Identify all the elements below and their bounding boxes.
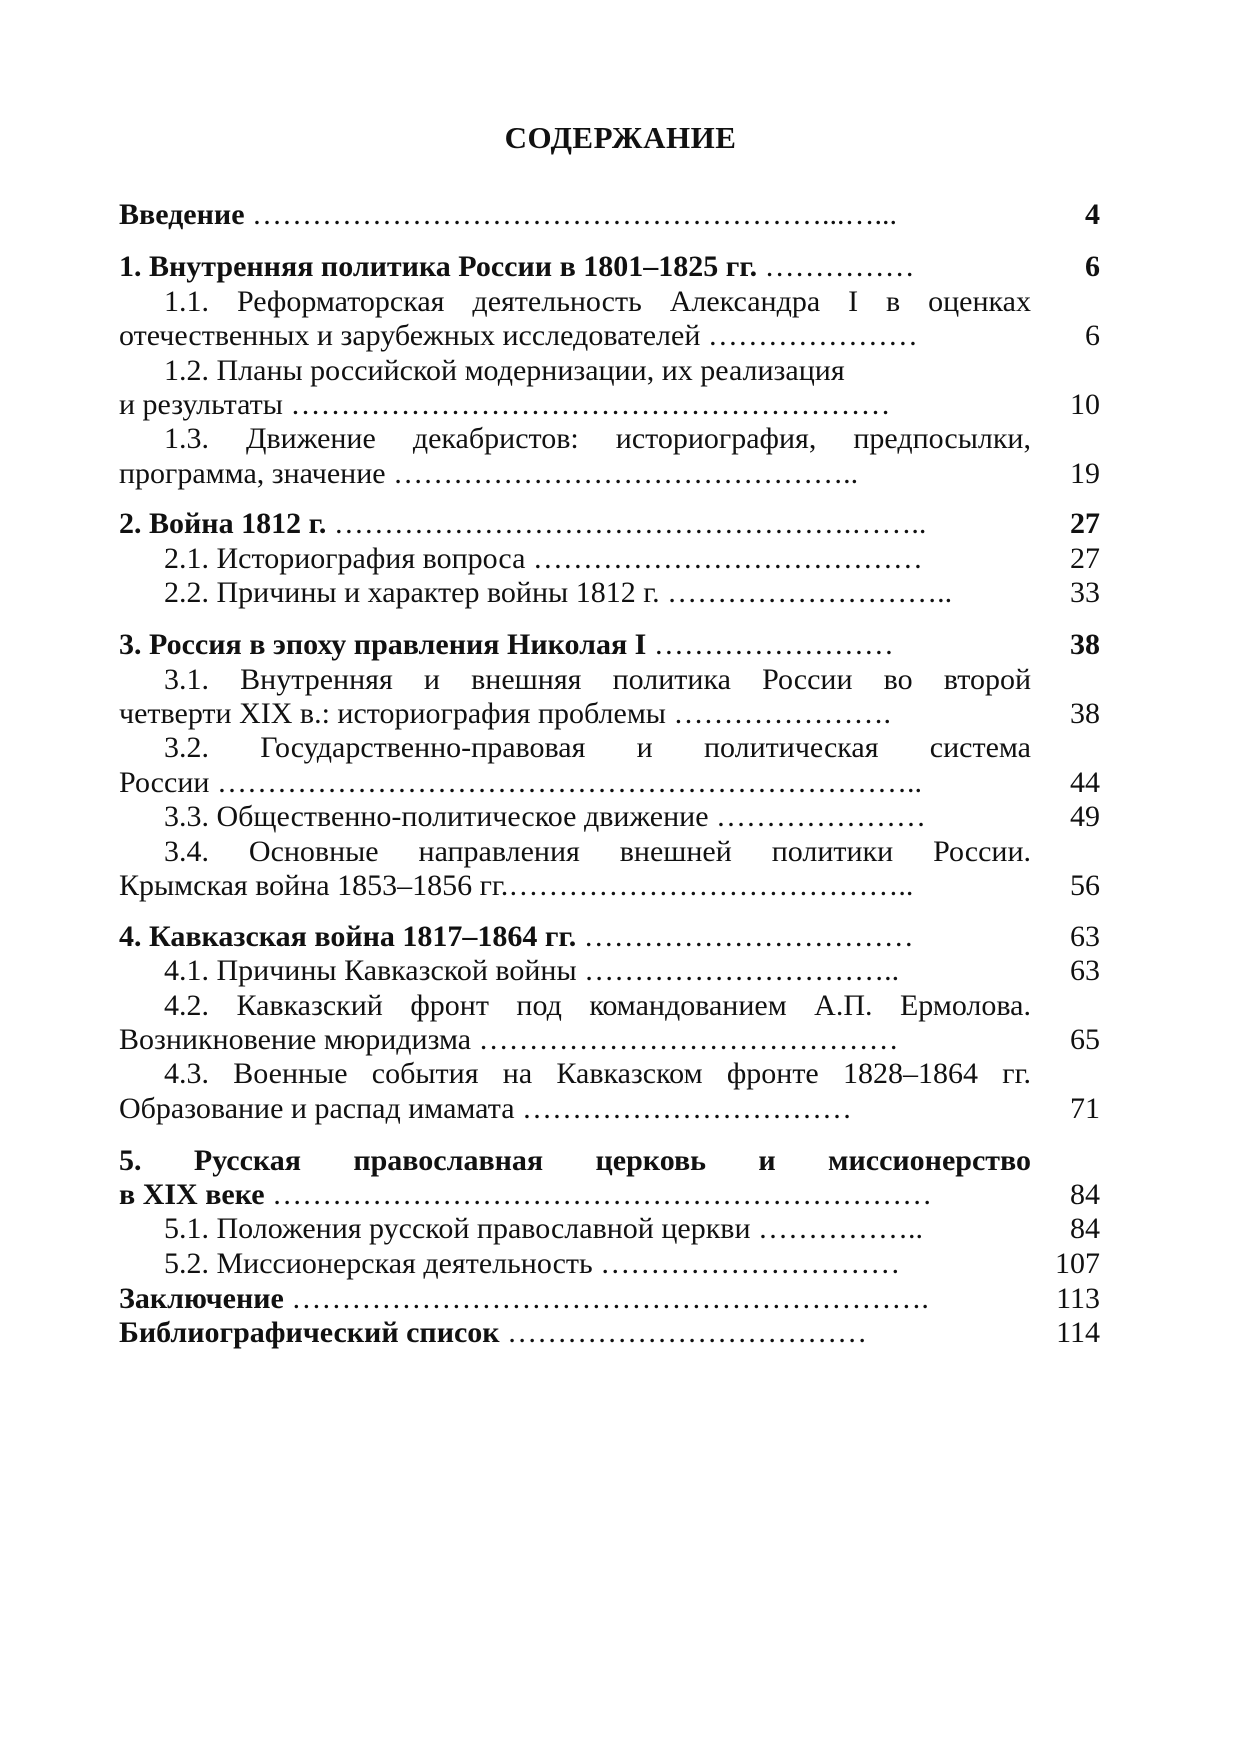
toc-page-number: 10 bbox=[1070, 388, 1100, 421]
toc-page-number: 56 bbox=[1070, 869, 1100, 902]
toc-entry-title: Заключение bbox=[119, 1282, 284, 1315]
toc-leader-dots: …………….. bbox=[750, 1212, 924, 1245]
toc-leader-dots: ………………………………….. bbox=[508, 869, 914, 902]
toc-leader-dots: ………………………………………………………. bbox=[283, 1282, 929, 1315]
toc-entry bbox=[119, 1021, 1031, 1059]
toc-leader-dots: ………………………… bbox=[592, 1247, 901, 1280]
toc-leader-dots: ……………………….. bbox=[659, 576, 953, 609]
toc-entry-title: 3.1. Внутренняя и внешняя политика России во второй bbox=[164, 663, 1031, 696]
toc-page-number: 38 bbox=[1070, 628, 1100, 661]
toc-leader-dots: …………………………………………………………….. bbox=[209, 766, 922, 799]
toc-entry-continued bbox=[119, 352, 1031, 390]
toc-leader-dots: ……………………………… bbox=[499, 1316, 868, 1349]
toc-page-number: 84 bbox=[1070, 1212, 1100, 1245]
toc-entry-title: и результаты bbox=[119, 388, 283, 421]
toc-entry-title: 4.3. Военные события на Кавказском фронте 1828–1864 гг. bbox=[164, 1057, 1031, 1090]
toc-entry bbox=[119, 695, 1031, 733]
toc-page-number: 4 bbox=[1085, 198, 1100, 231]
toc-entry bbox=[119, 540, 1031, 578]
toc-entry-title: отечественных и зарубежных исследователей bbox=[119, 319, 701, 352]
toc-entry-title: 5. Русская православная церковь и миссионерство bbox=[119, 1144, 1031, 1177]
toc-entry-continued bbox=[119, 1055, 1031, 1093]
toc-entry-title: 2.1. Историография вопроса bbox=[164, 542, 526, 575]
toc-entry-title: 1. Внутренняя политика России в 1801–1825 гг. bbox=[119, 250, 758, 283]
toc-page-number: 113 bbox=[1056, 1282, 1100, 1315]
toc-page-number: 19 bbox=[1070, 457, 1100, 490]
toc-page-number: 33 bbox=[1070, 576, 1100, 609]
toc-leader-dots: …………………………………………………...…... bbox=[244, 198, 898, 231]
toc-leader-dots: …………………………………………………… bbox=[282, 388, 891, 421]
toc-leader-dots: …………………………… bbox=[514, 1092, 853, 1125]
toc-entry bbox=[119, 1245, 1031, 1283]
toc-entry-title: 1.1. Реформаторская деятельность Александра I в оценках bbox=[164, 285, 1031, 318]
toc-entry-title: 1.2. Планы российской модернизации, их реализация bbox=[164, 354, 845, 387]
toc-leader-dots: …………………………… bbox=[576, 920, 914, 953]
toc-entry-title: 3. Россия в эпоху правления Николая I bbox=[119, 628, 647, 661]
toc-entry bbox=[119, 867, 1031, 905]
toc-leader-dots: …………………………………………….…….. bbox=[326, 507, 927, 540]
toc-leader-dots: …………… bbox=[757, 250, 915, 283]
toc-entry bbox=[119, 1280, 1031, 1318]
toc-page-number: 38 bbox=[1070, 697, 1100, 730]
toc-entry bbox=[119, 455, 1031, 493]
toc-entry-title: в XIX веке bbox=[119, 1178, 265, 1211]
toc-leader-dots: …………………. bbox=[665, 697, 891, 730]
toc-entry-title: 2.2. Причины и характер войны 1812 г. bbox=[164, 576, 660, 609]
toc-entry bbox=[119, 798, 1031, 836]
toc-entry-continued bbox=[119, 283, 1031, 321]
toc-entry-continued bbox=[119, 420, 1031, 458]
toc-leader-dots: ………………… bbox=[700, 319, 918, 352]
toc-entry-continued bbox=[119, 1142, 1031, 1180]
toc-entry bbox=[119, 626, 1031, 664]
toc-entry-title: Образование и распад имамата bbox=[119, 1092, 515, 1125]
toc-entry-title: Возникновение мюридизма bbox=[119, 1023, 472, 1056]
toc-entry bbox=[119, 1314, 1031, 1352]
toc-entry-title: 1.3. Движение декабристов: историография, предпосылки, bbox=[164, 422, 1031, 455]
toc-entry bbox=[119, 505, 1031, 543]
toc-leader-dots: ………………………………………………………… bbox=[264, 1178, 933, 1211]
toc-entry-title: 4.2. Кавказский фронт под командованием А.П. Ермолова. bbox=[164, 989, 1031, 1022]
toc-entry-title: 5.2. Миссионерская деятельность bbox=[164, 1247, 593, 1280]
toc-entry bbox=[119, 317, 1031, 355]
toc-page-number: 27 bbox=[1070, 507, 1100, 540]
toc-entry-title: четверти XIX в.: историография проблемы bbox=[119, 697, 666, 730]
toc-entry-title: России bbox=[119, 766, 210, 799]
toc-entry-title: Введение bbox=[119, 198, 245, 231]
toc-page-number: 63 bbox=[1070, 920, 1100, 953]
toc-leader-dots: …………………… bbox=[646, 628, 894, 661]
toc-entry-title: 3.4. Основные направления внешней политики России. bbox=[164, 835, 1031, 868]
toc-entry bbox=[119, 918, 1031, 956]
toc-entry bbox=[119, 952, 1031, 990]
toc-entry-title: 5.1. Положения русской православной церкви bbox=[164, 1212, 751, 1245]
toc-page-number: 63 bbox=[1070, 954, 1100, 987]
toc-entry bbox=[119, 248, 1031, 286]
toc-page-number: 6 bbox=[1085, 319, 1100, 352]
toc-entry bbox=[119, 574, 1031, 612]
toc-entry-continued bbox=[119, 661, 1031, 699]
toc-entry bbox=[119, 764, 1031, 802]
page-title: СОДЕРЖАНИЕ bbox=[504, 120, 737, 155]
toc-leader-dots: ……………………………………….. bbox=[385, 457, 859, 490]
toc-entry-title: 3.3. Общественно-политическое движение bbox=[164, 800, 709, 833]
toc-page-number: 71 bbox=[1070, 1092, 1100, 1125]
toc-entry-title: 2. Война 1812 г. bbox=[119, 507, 327, 540]
toc-entry-title: 3.2. Государственно-правовая и политическая система bbox=[164, 731, 1031, 764]
toc-entry-title: Библиографический список bbox=[119, 1316, 500, 1349]
toc-entry-title: 4.1. Причины Кавказской войны bbox=[164, 954, 577, 987]
toc-page-number: 49 bbox=[1070, 800, 1100, 833]
toc-leader-dots: ………………… bbox=[708, 800, 927, 833]
toc-leader-dots: …………………………………… bbox=[471, 1023, 899, 1056]
toc-page-number: 84 bbox=[1070, 1178, 1100, 1211]
toc-entry bbox=[119, 1210, 1031, 1248]
toc-page-number: 27 bbox=[1070, 542, 1100, 575]
toc-entry-continued bbox=[119, 987, 1031, 1025]
toc-entry-title: программа, значение bbox=[119, 457, 386, 490]
toc-entry-title: 4. Кавказская война 1817–1864 гг. bbox=[119, 920, 577, 953]
toc-entry-continued bbox=[119, 833, 1031, 871]
toc-page-number: 65 bbox=[1070, 1023, 1100, 1056]
toc-entry bbox=[119, 196, 1031, 234]
toc-page-number: 107 bbox=[1055, 1247, 1100, 1280]
toc-leader-dots: ………………………………… bbox=[525, 542, 923, 575]
toc-entry-continued bbox=[119, 729, 1031, 767]
toc-entry-title: Крымская война 1853–1856 гг. bbox=[119, 869, 509, 902]
toc-page-number: 114 bbox=[1056, 1316, 1100, 1349]
toc-page-number: 6 bbox=[1085, 250, 1100, 283]
toc-entry bbox=[119, 1176, 1031, 1214]
toc-leader-dots: ………………………….. bbox=[576, 954, 900, 987]
toc-page-number: 44 bbox=[1070, 766, 1100, 799]
toc-entry bbox=[119, 386, 1031, 424]
toc-entry bbox=[119, 1090, 1031, 1128]
